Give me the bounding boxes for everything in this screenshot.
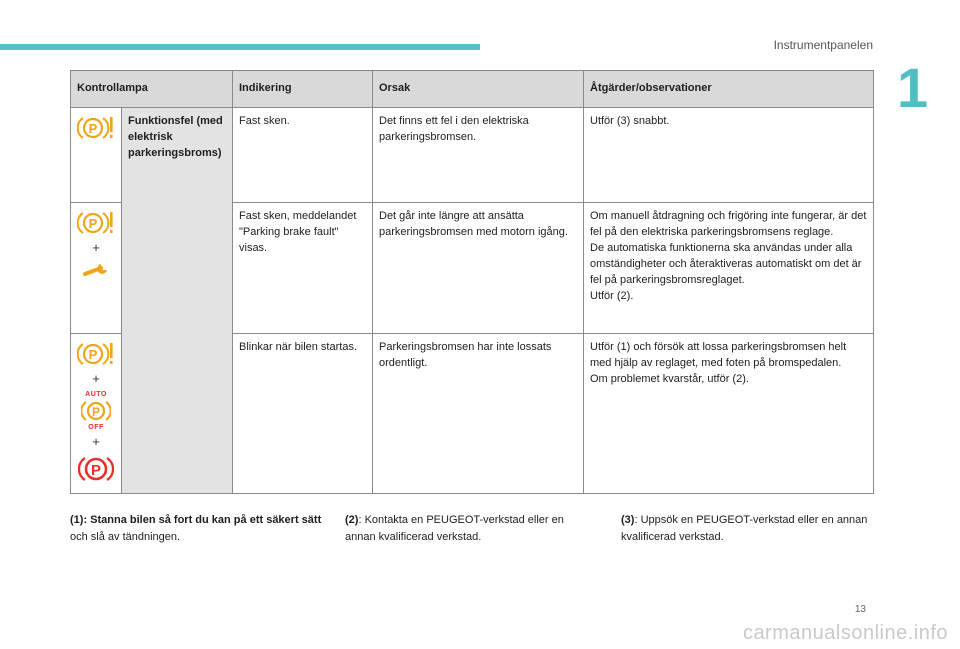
orsak-cell: Det finns ett fel i den elektriska parkeringsbromsen. — [373, 107, 584, 202]
col-header-orsak: Orsak — [373, 71, 584, 108]
lamp-name-cell: Funktionsfel (med elektrisk parkeringsbroms) — [122, 107, 233, 493]
top-accent-bar — [0, 44, 480, 50]
indikering-cell: Fast sken. — [233, 107, 373, 202]
footnote-ref: (3) — [621, 514, 635, 526]
orsak-cell: Parkeringsbromsen har inte lossats ordentligt. — [373, 333, 584, 493]
orsak-cell: Det går inte längre att ansätta parkeringsbromsen med motorn igång. — [373, 202, 584, 333]
icon-cell — [71, 202, 122, 333]
footnote-2 — [345, 512, 595, 545]
atgarder-line: Utför (3) snabbt. — [590, 114, 670, 127]
col-header-kontrollampa: Kontrollampa — [71, 71, 233, 108]
col-header-indikering: Indikering — [233, 71, 373, 108]
chapter-number: 1 — [897, 56, 929, 119]
svg-text:P: P — [88, 215, 98, 231]
col-header-atgarder: Åtgärder/observationer — [584, 71, 874, 108]
plus-sign: + — [92, 370, 100, 386]
atgarder-cell — [584, 107, 874, 202]
off-label: OFF — [88, 423, 104, 431]
parking-brake-fault-icon — [77, 114, 115, 142]
footnote-ref: (1) — [70, 514, 84, 526]
footnote-text: : Kontakta en PEUGEOT-verkstad eller en annan kvalificerad verkstad. — [345, 514, 564, 543]
atgarder-line: Om problemet kvarstår, utför (2). — [590, 372, 749, 385]
icon-cell — [71, 333, 122, 493]
icon-cell — [71, 107, 122, 202]
svg-text:P: P — [91, 404, 101, 419]
table-row — [71, 107, 874, 202]
table-header-row — [71, 71, 874, 108]
svg-text:P: P — [88, 120, 98, 136]
atgarder-cell — [584, 202, 874, 333]
svg-text:P: P — [88, 346, 98, 362]
svg-text:P: P — [90, 461, 102, 479]
section-title: Instrumentpanelen — [773, 38, 873, 52]
footnote-ref: (2) — [345, 514, 359, 526]
parking-brake-red-icon — [78, 454, 114, 484]
warning-lamp-table — [70, 70, 874, 494]
footnote-1 — [70, 512, 328, 545]
parking-brake-fault-icon — [77, 340, 115, 368]
footnote-3 — [621, 512, 871, 545]
service-wrench-icon — [81, 260, 111, 280]
auto-label: AUTO — [85, 390, 107, 398]
atgarder-line: Utför (2). — [590, 289, 634, 302]
auto-off-icon — [77, 391, 115, 431]
parking-brake-fault-icon — [77, 209, 115, 237]
atgarder-cell — [584, 333, 874, 493]
watermark: carmanualsonline.info — [742, 622, 948, 644]
indikering-cell: Blinkar när bilen startas. — [233, 333, 373, 493]
footnote-text: : Uppsök en PEUGEOT-verkstad eller en annan kvalificerad verkstad. — [621, 514, 868, 543]
atgarder-line: Utför (1) och försök att lossa parkeringsbromsen helt med hjälp av reglaget, med foten på bromspedalen. — [590, 340, 847, 369]
atgarder-line: Om manuell åtdragning och frigöring inte fungerar, är det fel på den elektriska parkeringsbromsens reglage. — [590, 209, 867, 238]
footnote-text: och slå av tändningen. — [70, 530, 181, 543]
plus-sign: + — [92, 433, 100, 449]
auto-parking-brake-icon — [81, 398, 111, 424]
page-number: 13 — [854, 604, 866, 615]
plus-sign: + — [92, 239, 100, 255]
indikering-cell: Fast sken, meddelandet "Parking brake fault" visas. — [233, 202, 373, 333]
footnote-bold-text: : Stanna bilen så fort du kan på ett säkert sätt — [83, 514, 322, 526]
atgarder-line: De automatiska funktionerna ska användas under alla omständigheter och återaktiveras automatiskt om det är fel på parkeringsbromsreglaget. — [590, 241, 862, 286]
